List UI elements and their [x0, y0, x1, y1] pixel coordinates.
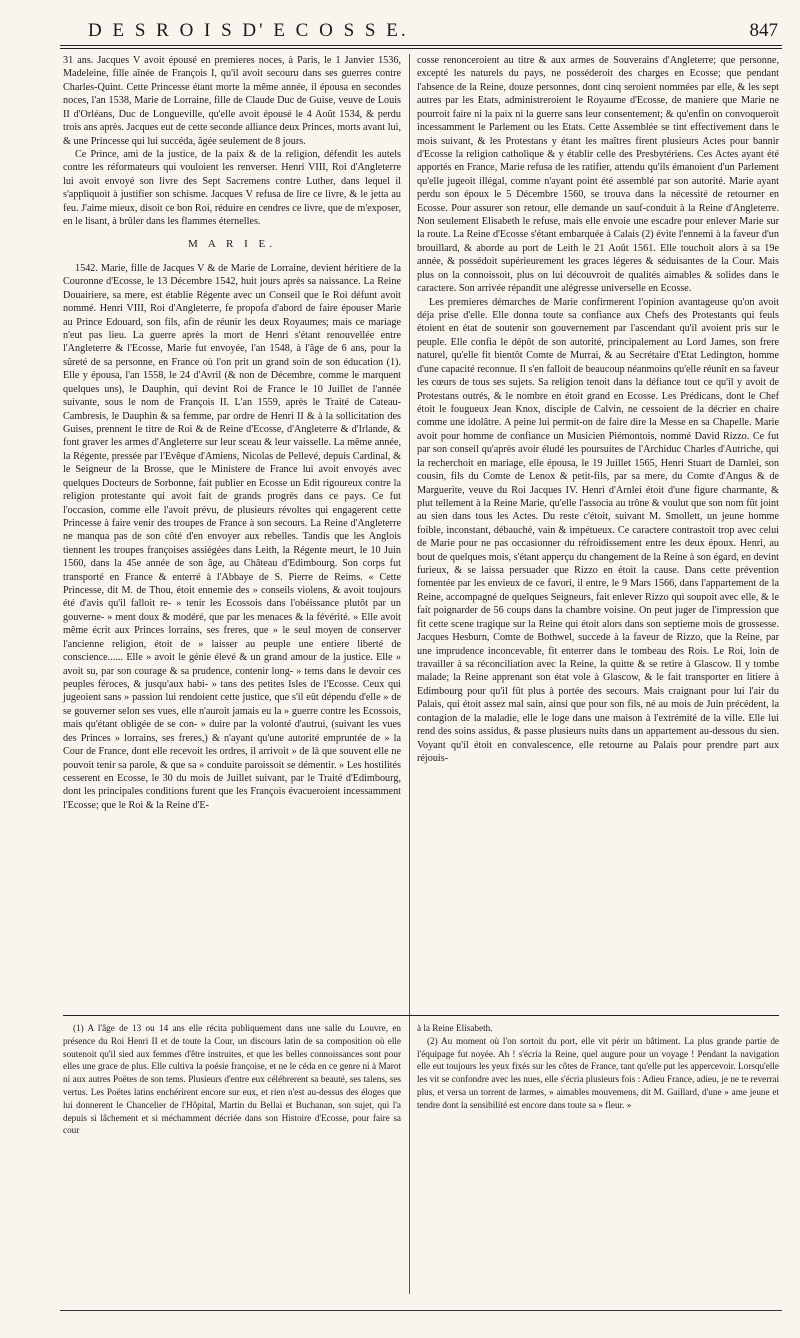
left-column: [63, 54, 401, 812]
footnotes-right: [417, 1022, 779, 1112]
paragraph: cosse renonceroient au titre & aux armes de Souverains d'Angleterre; que personne, excepté les naturels du pays, ne posséderoit des charges en Ecosse; que pendant l'absence de la Reine, douze personnes, dont cinq seroient nommées par elle, & les sept autres par les Etats, administreroient le Royaume d'Ecosse, de maniere que Marie ne pourroit faire ni la paix ni la guerre sans leur consentement; & qu'enfin on convoqueroit incessamment le Parlement ou les Etats. Cette Assemblée se tint effectivement dans le mois suivant, & les Protestans y étant les maîtres firent plusieurs Actes pour bannir d'Ecosse la religion catholique & y établir celle des Presbytériens. Ces Actes ayant été apportés en France, Marie refusa de les ratifier, attendu qu'ils émanoient d'un Parlement qu'elle jugeoit illégal, comme n'ayant point été assemblé par son autorité. Marie ayant perdu son époux le 5 Décembre 1560, se trouva dans la nécessité de retourner en Ecosse. Pour assurer son retour, elle demande un sauf-conduit à la Reine d'Angleterre. Non seulement Elisabeth le refuse, mais elle envoie une escadre pour enlever Marie sur la route. La Reine d'Ecosse s'étant embarquée à Calais (2) évite l'ennemi à la faveur d'un brouillard, & aborde au port de Leith le 21 Août 1561. Elle touchoit alors à sa 19e année, & possédoit supérieurement les graces légeres & séduisantes de la Cour. Mais plus on la connoissoit, plus on lui découvroit de qualités aimables & solides dans le caractere. Son arrivée répandit une alégresse universelle en Ecosse.: [417, 55, 779, 295]
running-header: D E S R O I S D' E C O S S E.: [88, 20, 409, 41]
section-heading: M A R I E.: [188, 238, 276, 251]
paragraph: 1542. Marie, fille de Jacques V & de Marie de Lorraine, devient héritiere de la Couronne d'Ecosse, le 13 Décembre 1542, huit jours après sa naissance. La Reine Douairiere, sa mere, est établie Régente avec un Conseil que le Roi défunt avoit nommé. Henri VIII, Roi d'Angleterre, fe propofa d'abord de faire épouser Marie au Prince Edouard, son fils, afin de réunir les deux Royaumes; mais ce mariage n'eut pas lieu. La guerre après la mort de Henri s'étant renouvellée entre l'Angleterre & l'Ecosse, Marie fut envoyée, l'an 1548, à l'âge de 6 ans, pour la sûreté de sa personne, en France où l'on prit un grand soin de son éducation (1). Elle y épousa, l'an 1558, le 24 d'Avril (& non de Décembre, comme le marquent quelques uns), le Dauphin, qui devint Roi de France le 10 Juillet de l'année suivante, sous le nom de François II. L'an 1559, après le Traité de Cateau-Cambresis, le Dauphin & sa femme, par ordre de Henri II & à la sollicitation des Guises, prennent le titre de Roi & de Reine d'Ecosse, d'Angleterre & d'Irlande, & font graver les armes d'Angleterre sur leur sceau & leur vaisselle. La même année, la Régente, pressée par l'Evêque d'Amiens, Nicolas de Pellevé, depuis Cardinal, & le Seigneur de la Brosse, que le Ministere de France lui avoit envoyés avec quelques Docteurs de Sorbonne, fait publier en Ecosse un Edit rigoureux contre la religion protestante qui avoit fait de grands progrès dans ce pays. Ce fut l'occasion, comme elle l'avoit prévu, de plusieurs révoltes qui engagerent cette Princesse à faire venir des troupes de France à son secours. La Reine d'Angleterre ne manqua pas de son côté d'en envoyer aux rebelles. Tandis que les Anglois tiennent les troupes françoises assiégées dans Leith, la Régente meurt, le 10 Juin 1560, dans la 45e année de son âge, au Château d'Edimbourg. Son corps fut transporté en France & enterré à l'Abbaye de S. Pierre de Reims. « Cette Princesse, dit M. de Thou, étoit ennemie des » conseils violens, & avoit toujours été d'avis qu'il falloit re- » tenir les Ecossois dans l'obéissance plutôt par un gouverne- » ment doux & modéré, que par les menaces & la févérité. » Elle avoit même écrit aux Princes lorrains, ses freres, que » le seul moyen de conserver l'ancienne religion, étoit de » laisser au peuple une entiere liberté de conscience...... Elle » avoit le génie élevé & un grand amour de la justice. Elle » avoit su, par son courage & sa prudence, contenir long- » tems dans le devoir ces peuples féroces, & jusqu'aux habi- » tans des petites Isles de l'Ecosse. Ceux qui jugeoient sans » passion lui rendoient cette justice, que s'il eût dépendu d'elle » de se gouverner selon ses vues, elle n'auroit jamais eu la » guerre contre les Ecossois, mais qu'étant obligée de se con- » duire par la volonté d'autrui, (suivant les vues des Princes » lorrains, ses freres,) & n'ayant qu'une autorité empruntée de » la Cour de France, dont elle recevoit les ordres, il arrivoit » de là que souvent elle ne pouvoit tenir sa parole, & que sa » conduite paroissoit se démentir. » Les hostilités cesserent en Ecosse, le 30 du mois de Juillet suivant, par le Traité d'Edimbourg, dont les principales conditions furent que les François évacueroient incessamment l'Ecosse; que le Roi & la Reine d'E-: [63, 262, 401, 811]
footnote: (2) Au moment où l'on sortoit du port, elle vit périr un bâtiment. La plus grande partie de l'équipage fut noyée. Ah ! s'écria la Reine, quel augure pour un voyage ! Pendant la navigation elle eut toujours les yeux fixés sur les côtes de France, tant qu'elle put les appercevoir. Lorsqu'elle les vit se confondre avec les nues, elle s'écria plusieurs fois : Adieu France, adieu, je ne te reverrai plus, et versa un torrent de larmes, » aimables mouvemens, dit M. Gaillard, d'une » ame jeune et tendre dont la sensibilité est encore dans toute sa » fleur. »: [417, 1035, 779, 1110]
paragraph: 31 ans. Jacques V avoit épousé en premieres noces, à Paris, le 1 Janvier 1536, Madeleine, fille aînée de François I, qu'il avoit secouru dans ses guerres contre Charles-Quint. Cette Princesse étant morte la même année, il épousa en secondes noces, l'an 1538, Marie de Lorraine, fille de Claude Duc de Guise, veuve de Louis II d'Orléans, Duc de Longueville, qu'elle avoit épousé le 4 Août 1534, & perdu trois ans après. Jacques eut de cette seconde alliance deux Princes, morts avant lui, & une Princesse qui lui succéda, âgée seulement de 8 jours.: [63, 55, 401, 147]
footnote-rule: [63, 1015, 779, 1016]
footnote-continuation: à la Reine Elisabeth.: [417, 1023, 493, 1033]
footnote: (1) A l'âge de 13 ou 14 ans elle récita publiquement dans une salle du Louvre, en présence du Roi Henri II et de toute la Cour, un discours latin de sa composition où elle soutenoit qu'il sied aux femmes d'être instruites, et que les belles connoissances sont pour elles une grace de plus. Elle cultiva la poésie françoise, et ne le céda en ce genre ni à Marot ni aux autres Poëtes de son tems. Plusieurs d'entre eux célébrerent sa beauté, ses talens, ses vertus. Les Poëtes latins enchérirent encore sur eux, et rien n'est au-dessus des éloges que lui donnerent le Chancelier de l'Hôpital, Martin du Bellai et Buchanan, son sujet, qui l'a depuis si lâchement et si méchamment décriée dans son Histoire d'Ecosse, pour faire sa cour: [63, 1023, 401, 1136]
header-rule-thin: [60, 48, 782, 49]
page-number: 847: [749, 20, 778, 41]
right-column: [417, 54, 779, 765]
column-divider: [409, 54, 410, 1294]
header-rule: [60, 45, 782, 46]
bottom-rule: [60, 1310, 782, 1311]
paragraph: Les premieres démarches de Marie confirmerent l'opinion avantageuse qu'on avoit déja prise d'elle. Elle donna toute sa confiance aux Chefs des Protestants qui feuls étoient en état de soutenir son gouvernement par l'ascendant qu'il avoient pris sur le peuple. Elle confia le dépôt de son autorité, principalement au Lord James, son frere naturel, qu'elle fit bientôt Comte de Murrai, & au Secrétaire d'Etat Ledington, homme d'une capacité reconnue. Il s'en falloit de beaucoup néanmoins qu'elle réunît en sa faveur les cœurs de tous ses sujets. Sa religion tenoit dans la défiance tout ce qu'il y avoit de Protestans outrés, & le nombre en étoit grand en Ecosse. Les Prédicans, dont le Chef étoit le fougueux Jean Knox, disciple de Calvin, ne cessoient de la décrier en chaire comme une idolâtre. A peine lui permit-on de faire dire la Messe en sa Chapelle. Marie avoit pour homme de confiance un Musicien Piémontois, nommé David Rizzo. Ce fut par son conseil qu'après avoir éludé les poursuites de l'Archiduc Charles d'Autriche, qui la recherchoit en mariage, elle épousa, le 19 Juillet 1565, Henri Stuart de Darnlei, son cousin, fils du Comte de Lenox & petit-fils, par sa mere, du Comte d'Angus & de Marguerite, veuve du Roi Jacques IV. Henri d'Arnlei étoit d'une figure charmante, & plut tellement à la Reine Marie, qu'elle l'associa au trône & voulut que son nom fût joint au sien dans tous les Actes. Du reste c'étoit, suivant M. Smollett, un jeune homme foible, inconstant, débauché, vain & impétueux. Ce caractere contrastoit trop avec celui de Marie pour ne pas occasionner du réfroidissement entre les deux époux. Henri, au bout de quelques mois, s'étant apperçu du changement de la Reine à son égard, en devint furieux, & se laissa persuader que Rizzo en étoit la cause. Dans cette prévention fomentée par les envieux de ce favori, il entre, le 9 Mars 1566, dans l'appartement de la Reine, accompagné de quelques Seigneurs, fait enlever Rizzo qui soupoit avec elle, & le fait poignarder de 56 coups dans la chambre voisine. On peut juger de l'impression que fit cette scene tragique sur la Reine qui étoit alors dans son septieme mois de grossesse. Jacques Hesburn, Comte de Bothwel, succede à la faveur de Rizzo, que la Reine, par une imprudence inconcevable, fit enterrer dans le tombeau des Rois. Le Roi, loin de travailler à sa réconciliation avec la Reine, la quitte & se retire à Glascow. Il y tombe malade; la Reine apprenant son état vole à Glascow, & le fait transporter en litiere à Edimbourg pour qu'il fût plus à portée des secours. Mais craignant pour lui l'air du Palais, qui étoit assez mal sain, ainsi que pour son fils, né au mois de Juin précédent, la contagion de la maladie, elle le loge dans une maison à l'extrémité de la ville. Elle lui rend des soins assidus, & passe plusieurs nuits dans un appartement au-dessous du sien. Voyant qu'il étoit en convalescence, elle retourne au Palais pour prendre part aux réjouis-: [417, 296, 779, 764]
footnotes-left: [63, 1022, 401, 1137]
paragraph: Ce Prince, ami de la justice, de la paix & de la religion, défendit les autels contre les réformateurs qui vouloient les renverser. Henri VIII, Roi d'Angleterre lui avoit envoyé son livre des Sept Sacremens contre Luther, dans lequel il s'appliquoit à justifier son schisme. Jacques V refusa de lire ce livre, & le jetta au feu. J'aime mieux, disoit ce bon Roi, réduire en cendres ce livre, que de m'exposer, en le lisant, à brûler dans les flammes éternelles.: [63, 148, 401, 228]
